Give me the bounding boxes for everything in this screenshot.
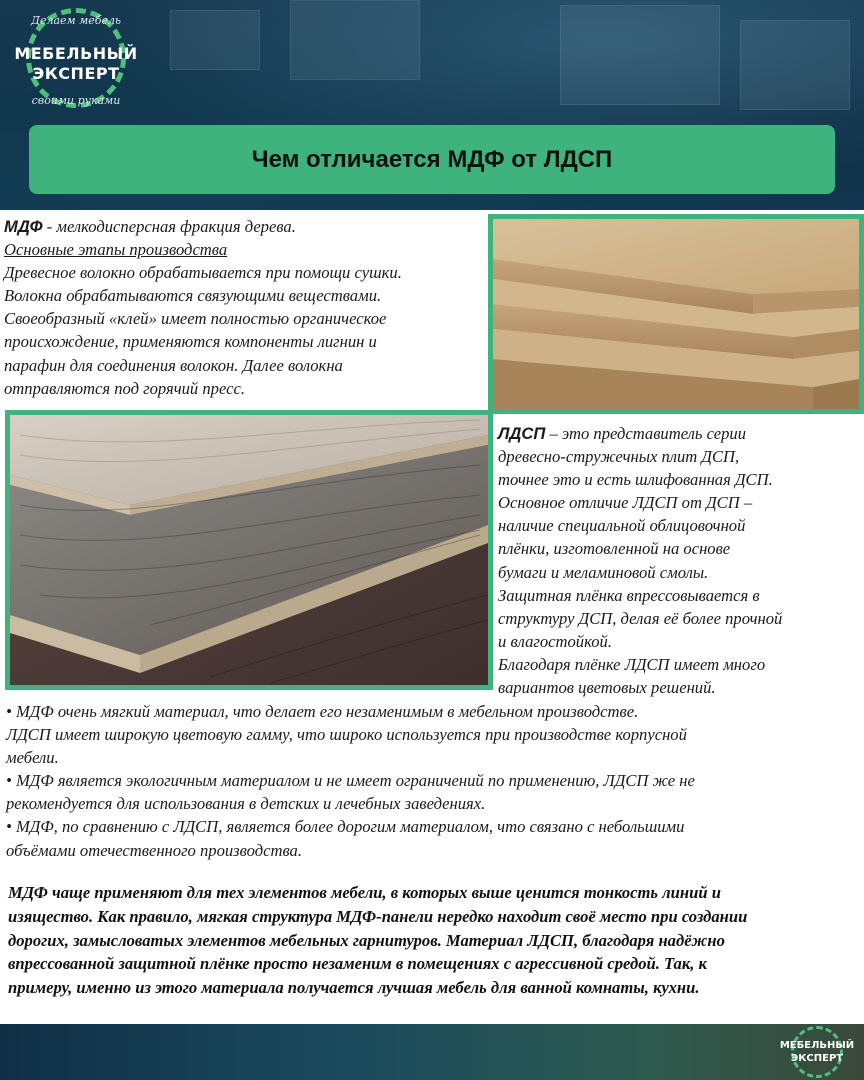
summary-line: примеру, именно из этого материала получается лучшая мебель для ванной комнаты, кухни. xyxy=(8,978,700,998)
background-shelf xyxy=(740,20,850,110)
mdf-line: Древесное волокно обрабатывается при помощи сушки. xyxy=(4,263,402,283)
footer-banner xyxy=(0,1024,864,1080)
mdf-definition: - мелкодисперсная фракция дерева. xyxy=(42,217,296,236)
logo-title-line2: ЭКСПЕРТ xyxy=(32,64,120,83)
ldsp-line: точнее это и есть шлифованная ДСП. xyxy=(498,470,773,490)
mdf-line: Волокна обрабатываются связующими веществами. xyxy=(4,286,382,306)
ldsp-line: плёнки, изготовленной на основе xyxy=(498,539,731,559)
summary-line: МДФ чаще применяют для тех элементов мебели, в которых выше ценится тонкость линий и xyxy=(8,883,721,902)
logo-title-line1: МЕБЕЛЬНЫЙ xyxy=(14,44,138,63)
bullet-line: объёмами отечественного производства. xyxy=(6,840,302,860)
bullet-line: • МДФ является экологичным материалом и не имеет ограничений по применению, ЛДСП же не xyxy=(6,771,695,791)
mdf-boards-image xyxy=(488,214,864,414)
logo-tagline-bottom: своими руками xyxy=(31,94,121,107)
header-banner xyxy=(0,0,864,210)
summary-paragraph xyxy=(8,881,858,1000)
background-shelf xyxy=(560,5,720,105)
ldsp-description xyxy=(498,422,864,699)
title-bar xyxy=(29,125,835,194)
logo-tagline-top: Делаем мебель xyxy=(31,14,121,27)
footer-saw-ring-icon xyxy=(791,1026,843,1078)
ldsp-line: Благодаря плёнке ЛДСП имеет много xyxy=(498,654,766,674)
footer-logo[interactable] xyxy=(775,1026,859,1078)
bullet-line: рекомендуется для использования в детских и лечебных заведениях. xyxy=(6,794,486,814)
footer-logo-line2: ЭКСПЕРТ xyxy=(790,1053,844,1064)
bullet-line: • МДФ, по сравнению с ЛДСП, является более дорогим материалом, что связано с небольшими xyxy=(6,817,685,837)
ldsp-line: ЛДСП – это представитель серии xyxy=(498,424,746,443)
page-title: Чем отличается МДФ от ЛДСП xyxy=(251,145,613,173)
mdf-line: Своеобразный «клей» имеет полностью органическое xyxy=(4,309,387,329)
ldsp-line: наличие специальной облицовочной xyxy=(498,516,746,536)
bullet-line: мебели. xyxy=(6,748,59,768)
summary-line: впрессованной защитной плёнке просто незаменим в помещениях с агрессивной средой. Так, к xyxy=(8,954,707,974)
ldsp-line: Основное отличие ЛДСП от ДСП – xyxy=(498,493,753,513)
mdf-line: отправляются под горячий пресс. xyxy=(4,378,245,398)
bullet-line: • МДФ очень мягкий материал, что делает его незаменимым в мебельном производстве. xyxy=(6,702,639,721)
ldsp-boards-image xyxy=(5,410,493,690)
mdf-line: парафин для соединения волокон. Далее волокна xyxy=(4,355,343,375)
mdf-line: происхождение, применяются компоненты лигнин и xyxy=(4,332,377,352)
ldsp-line: вариантов цветовых решений. xyxy=(498,678,716,698)
mdf-definition-line xyxy=(4,215,484,238)
background-shelf xyxy=(170,10,260,70)
mdf-description xyxy=(4,215,484,400)
bullet-line: ЛДСП имеет широкую цветовую гамму, что широко используется при производстве корпусной xyxy=(6,725,687,745)
summary-line: изящество. Как правило, мягкая структура МДФ-панели нередко находит своё место при создании xyxy=(8,906,748,926)
ldsp-line: Защитная плёнка впрессовывается в xyxy=(498,585,760,605)
ldsp-line: бумаги и меламиновой смолы. xyxy=(498,562,709,582)
ldsp-line: и влагостойкой. xyxy=(498,631,612,651)
ldsp-line: древесно-стружечных плит ДСП, xyxy=(498,447,740,467)
mdf-term: МДФ xyxy=(4,217,43,236)
mdf-subheading: Основные этапы производства xyxy=(4,240,228,260)
footer-logo-line1: МЕБЕЛЬНЫЙ xyxy=(779,1040,855,1051)
ldsp-line: структуру ДСП, делая её более прочной xyxy=(498,608,783,628)
brand-logo[interactable] xyxy=(12,6,140,114)
comparison-bullets xyxy=(6,700,858,862)
mdf-boards-illustration xyxy=(493,219,859,409)
summary-line: дорогих, замысловатых элементов мебельных гарнитуров. Материал ЛДСП, благодаря надёжно xyxy=(8,930,725,950)
ldsp-boards-illustration xyxy=(10,415,488,685)
ldsp-term: ЛДСП xyxy=(498,424,546,443)
background-shelf xyxy=(290,0,420,80)
